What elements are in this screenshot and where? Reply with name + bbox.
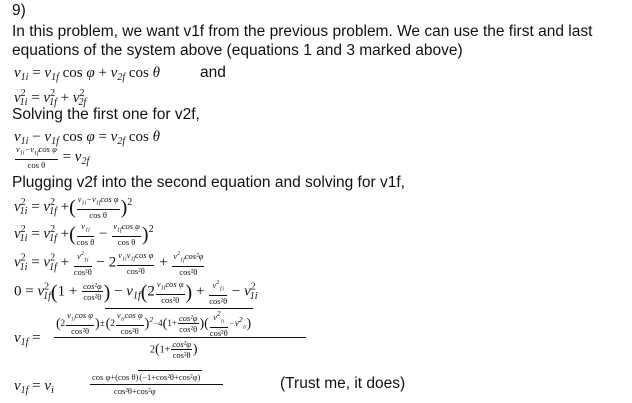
equation-rearranged: $v_{1i} - v_{1f}$ $\cos \varphi = v_{2f}$ cos θ [14, 129, 160, 147]
equation-energy: $v^2_{1i} = v^2_{1f} + v^2_{2f}$ [14, 88, 87, 108]
equation-momentum: $v_{1i} = v_{1f}$ $\cos \varphi + v_{2f}$ cos θ [14, 65, 160, 83]
equation-expanded: $v^2_{1i} = v^2_{1f}$ + $\frac{v^2_{1i}}{\text{cos²θ}}$ − 2 $\frac{v_{1i}v_{1f}\cos \varphi}{\text{cos²θ}}$ + $\frac{v^2_{1f}\cos^2\varphi}{\text{cos²θ}}$ [14, 249, 204, 277]
and-label: and [200, 64, 226, 81]
final-result-label: $v_{1f} = v_i$ [14, 378, 54, 396]
final-result-denominator: cos²θ+cos²φ [114, 386, 156, 396]
equation-v2f: $\frac{v_{1i}-v_{1f}\cos \varphi}{\text{cos θ}}$ = $v_{2f}$ [16, 144, 90, 170]
problem-number: 9) [12, 2, 26, 19]
quadratic-formula-denominator: 2(1+ $\frac{\text{cos²φ}}{\text{cos²θ}}$ ) [150, 339, 198, 360]
v1f-label: $v_{1f}$ = [14, 330, 41, 348]
quadratic-formula-numerator: (2 $\frac{v_{1i}\cos \varphi}{\text{cos²θ}}$ )±(2 $\frac{v_{1i}\cos \varphi}{\text{cos²θ}}$ )$^2$−4(1+ $\frac{\text{cos²φ}}{\text{cos²θ}}$ )( $\frac{v^2_{1i}}{\text{cos²θ}}$ $-v^2_{1i}$) [56, 310, 252, 338]
solving-text: Solving the first one for v2f, [12, 106, 200, 123]
intro-line-2: equations of the system above (equations 1 and 3 marked above) [12, 42, 463, 59]
fraction-bar [54, 337, 306, 338]
intro-line-1: In this problem, we want v1f from the previous problem. We can use the first and last [12, 23, 593, 40]
equation-quadratic: $0 = v^2_{1f}(1$ + $\frac{\text{cos²φ}}{\text{cos²θ}}$ ) − $v_{1f}(2$ $\frac{v_{1i}\cos \varphi}{\text{cos²θ}}$ ) + $\frac{v^2_{1i}}{\text{cos²θ}}$ − $v^2_{1i}$ [14, 278, 258, 306]
equation-split-fraction: $v^2_{1i} = v^2_{1f}$ +( $\frac{v_{1i}}{\text{cos θ}}$ − $\frac{v_{1f}\cos \varphi}{\text{cos θ}}$ )$^2$ [14, 221, 154, 247]
plugging-text: Plugging v2f into the second equation and solving for v1f, [12, 174, 405, 191]
trust-note: (Trust me, it does) [280, 375, 406, 392]
equation-substituted: $v^2_{1i} = v^2_{1f}$ +( $\frac{v_{1i}-v_{1f}\cos \varphi}{\text{cos θ}}$ )$^2$ [14, 194, 133, 220]
final-result-numerator: cos φ+(cos θ)(−1+cos²θ+cos²φ) [92, 372, 201, 382]
final-fraction-bar [90, 384, 223, 385]
